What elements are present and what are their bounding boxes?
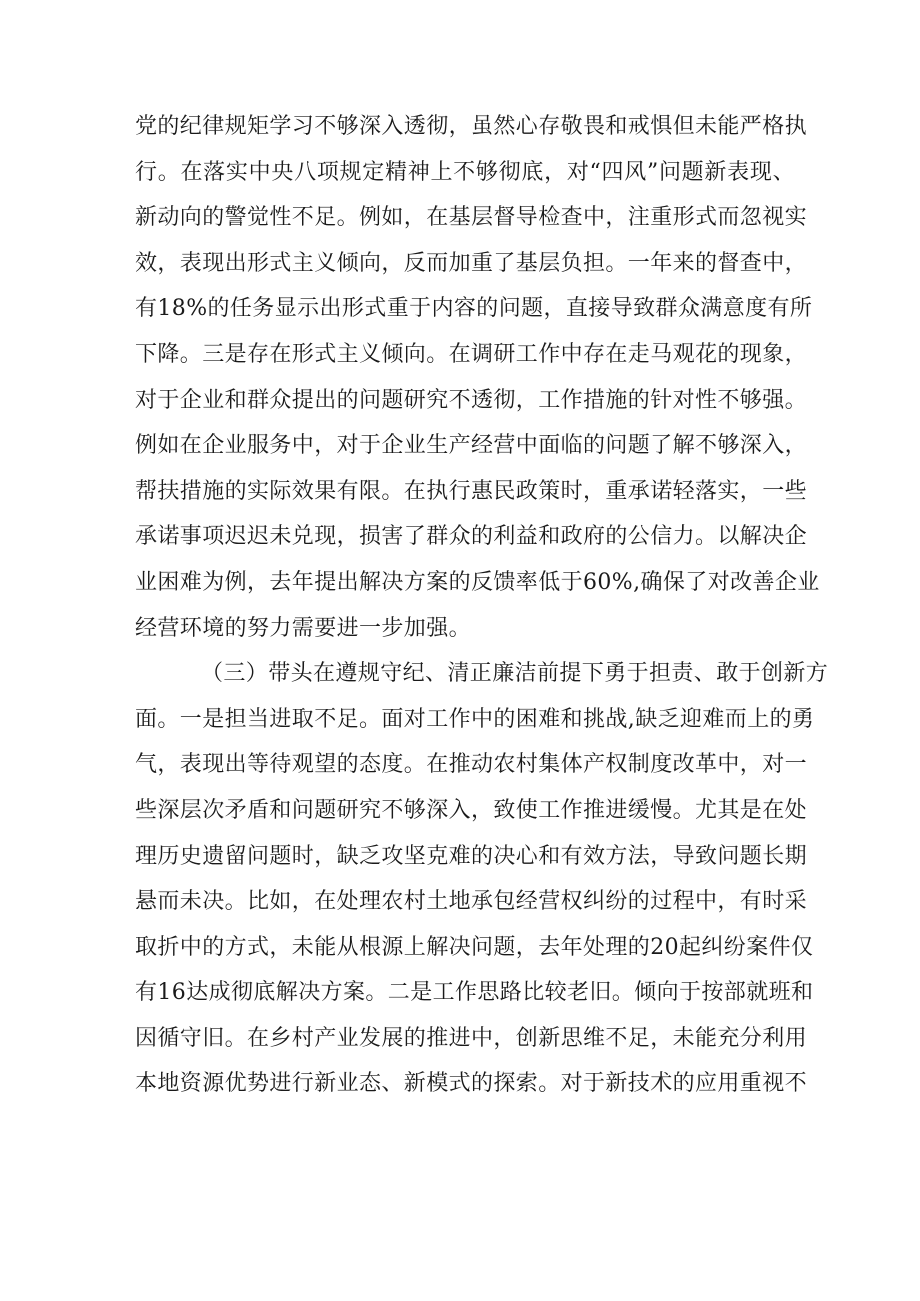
text-line: 有18%的任务显示出形式重于内容的问题，直接导致群众满意度有所 [135, 296, 813, 322]
text-line: 本地资源优势进行新业态、新模式的探索。对于新技术的应用重视不 [135, 1071, 808, 1097]
text-line: 下降。三是存在形式主义倾向。在调研工作中存在走马观花的现象， [135, 341, 808, 367]
text-line: 面。一是担当进取不足。面对工作中的困难和挑战,缺乏迎难而上的勇 [135, 706, 815, 732]
text-line: 新动向的警觉性不足。例如，在基层督导检查中，注重形式而忽视实 [135, 205, 808, 231]
text-line: 悬而未决。比如，在处理农村土地承包经营权纠纷的过程中，有时采 [135, 889, 808, 915]
text-line: 行。在落实中央八项规定精神上不够彻底，对“四风”问题新表现、 [135, 159, 795, 185]
text-line: 效，表现出形式主义倾向，反而加重了基层负担。一年来的督查中， [135, 250, 808, 276]
text-line: 经营环境的努力需要进一步加强。 [135, 615, 472, 641]
text-line: 对于企业和群众提出的问题研究不透彻，工作措施的针对性不够强。 [135, 387, 808, 413]
text-line: 取折中的方式，未能从根源上解决问题，去年处理的20起纠纷案件仅 [135, 934, 814, 960]
document-body [135, 104, 829, 1107]
section-heading-line: （三）带头在遵规守纪、清正廉洁前提下勇于担责、敢于创新方 [201, 661, 829, 687]
paragraph-1 [135, 104, 820, 651]
text-line: 些深层次矛盾和问题研究不够深入，致使工作推进缓慢。尤其是在处 [135, 797, 808, 823]
text-line: 理历史遗留问题时，缺乏攻坚克难的决心和有效方法，导致问题长期 [135, 843, 808, 869]
text-line: 有16达成彻底解决方案。二是工作思路比较老旧。倾向于按部就班和 [135, 980, 814, 1006]
text-line: 因循守旧。在乡村产业发展的推进中，创新思维不足，未能充分利用 [135, 1025, 808, 1051]
text-line: 例如在企业服务中，对于企业生产经营中面临的问题了解不够深入， [135, 433, 808, 459]
paragraph-2 [135, 651, 829, 1107]
text-line: 气，表现出等待观望的态度。在推动农村集体产权制度改革中，对一 [135, 752, 808, 778]
text-line: 党的纪律规矩学习不够深入透彻，虽然心存敬畏和戒惧但未能严格执 [135, 114, 808, 139]
text-line: 承诺事项迟迟未兑现，损害了群众的利益和政府的公信力。以解决企 [135, 524, 808, 550]
text-line: 帮扶措施的实际效果有限。在执行惠民政策时，重承诺轻落实，一些 [135, 478, 808, 504]
text-line: 业困难为例，去年提出解决方案的反馈率低于60%,确保了对改善企业 [135, 569, 820, 595]
